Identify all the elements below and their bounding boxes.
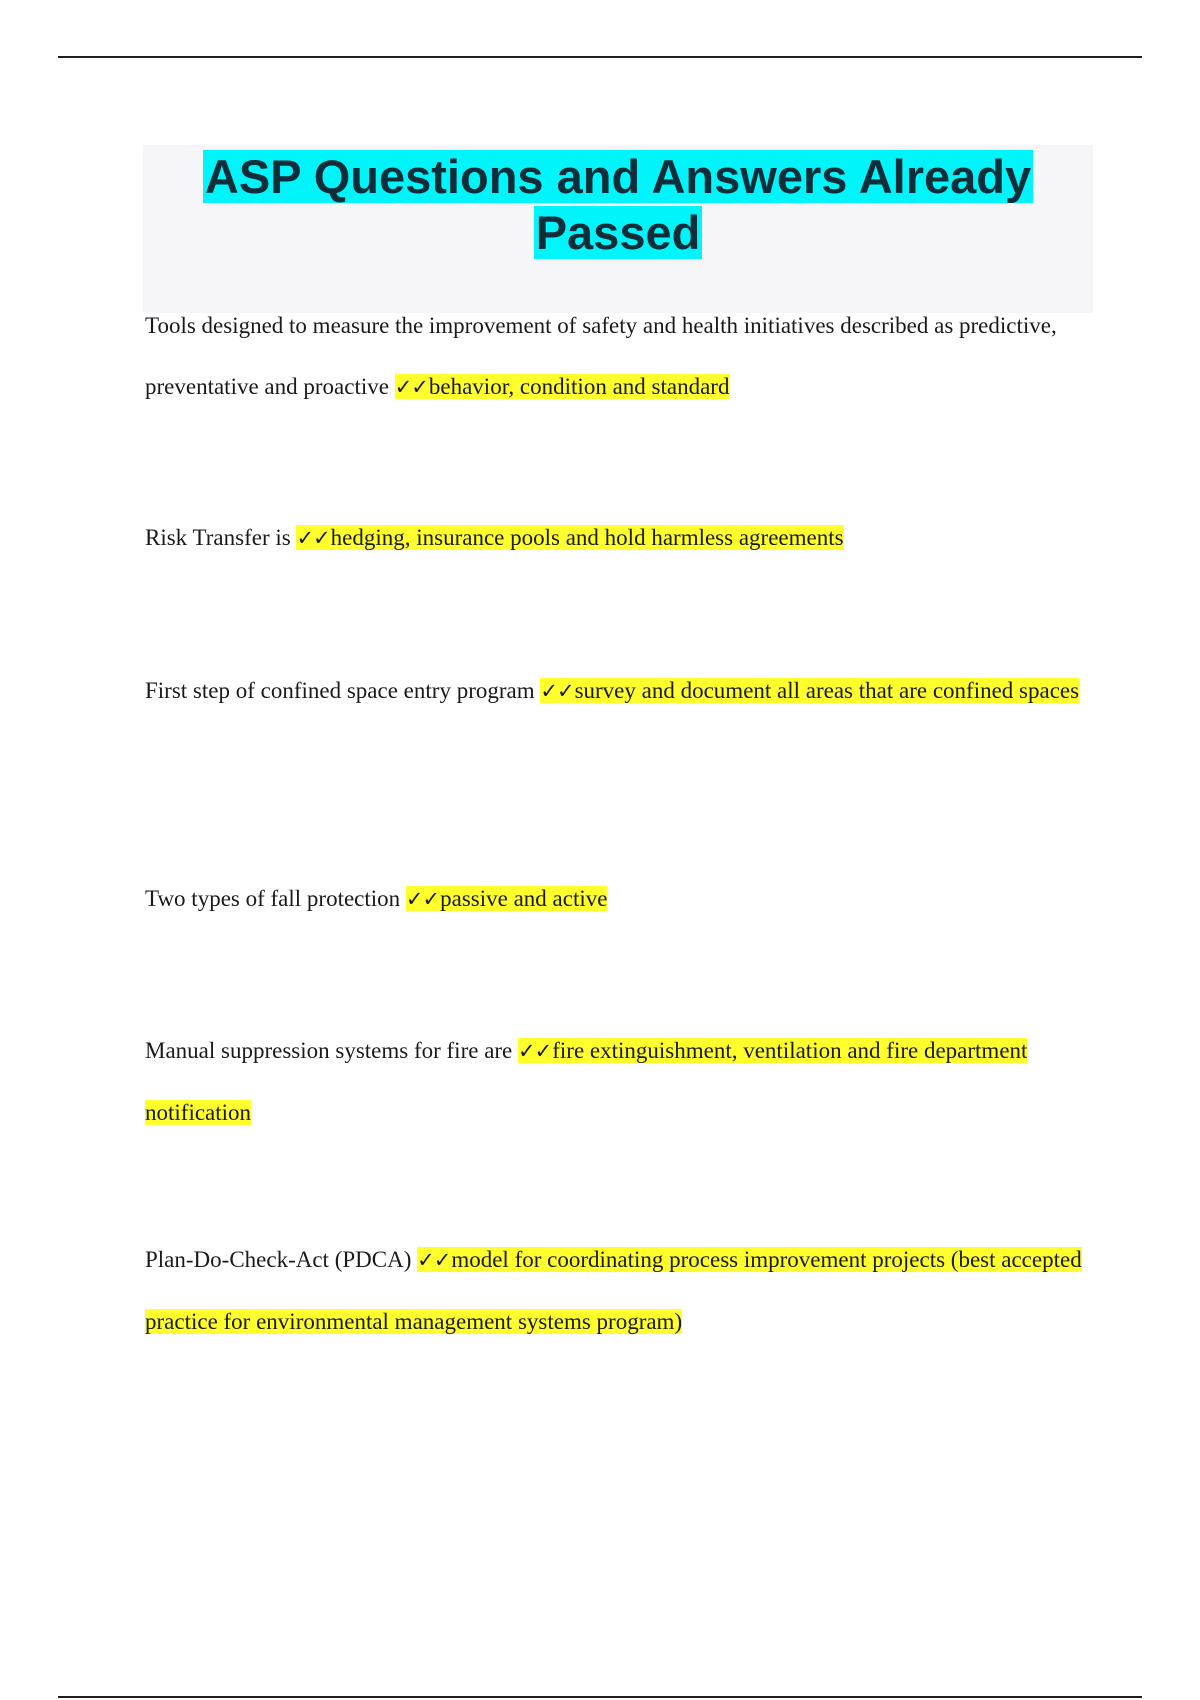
qa-item — [145, 295, 1085, 418]
question-text: Risk Transfer is — [145, 525, 291, 550]
answer-text: model for coordinating process improvement projects (best accepted practice for environmental management systems program) — [145, 1247, 1082, 1334]
check-icon: ✓✓ — [405, 887, 440, 911]
question-text: Tools designed to measure the improvement of safety and health initiatives described as predictive, preventative and proactive — [145, 313, 1057, 399]
document-title — [143, 145, 1093, 261]
answer-text: hedging, insurance pools and hold harmless agreements — [330, 525, 844, 550]
answer-text: fire extinguishment, ventilation and fire department notification — [145, 1038, 1028, 1125]
title-block — [143, 145, 1093, 313]
footer-rule — [58, 1696, 1142, 1698]
qa-item — [145, 507, 1085, 569]
check-icon: ✓✓ — [540, 679, 574, 703]
question-text: Two types of fall protection — [145, 886, 401, 911]
qa-item — [145, 868, 1085, 930]
answer-text: passive and active — [440, 886, 608, 911]
qa-item — [145, 1229, 1085, 1352]
check-icon: ✓✓ — [518, 1039, 552, 1063]
answer-highlight — [406, 886, 608, 911]
qa-item — [145, 660, 1085, 722]
answer-highlight — [540, 678, 1079, 703]
question-text: Manual suppression systems for fire are — [145, 1038, 513, 1063]
answer-text: survey and document all areas that are confined spaces — [574, 678, 1080, 703]
answer-highlight — [296, 525, 843, 550]
check-icon: ✓✓ — [417, 1248, 451, 1272]
qa-item — [145, 1020, 1085, 1143]
header-rule — [58, 56, 1142, 58]
check-icon: ✓✓ — [394, 375, 428, 399]
question-text: Plan-Do-Check-Act (PDCA) — [145, 1247, 412, 1272]
check-icon: ✓✓ — [296, 526, 330, 550]
question-text: First step of confined space entry program — [145, 678, 535, 703]
answer-highlight — [395, 374, 730, 399]
answer-text: behavior, condition and standard — [428, 374, 730, 399]
title-highlight: ASP Questions and Answers Already Passed — [204, 150, 1032, 259]
